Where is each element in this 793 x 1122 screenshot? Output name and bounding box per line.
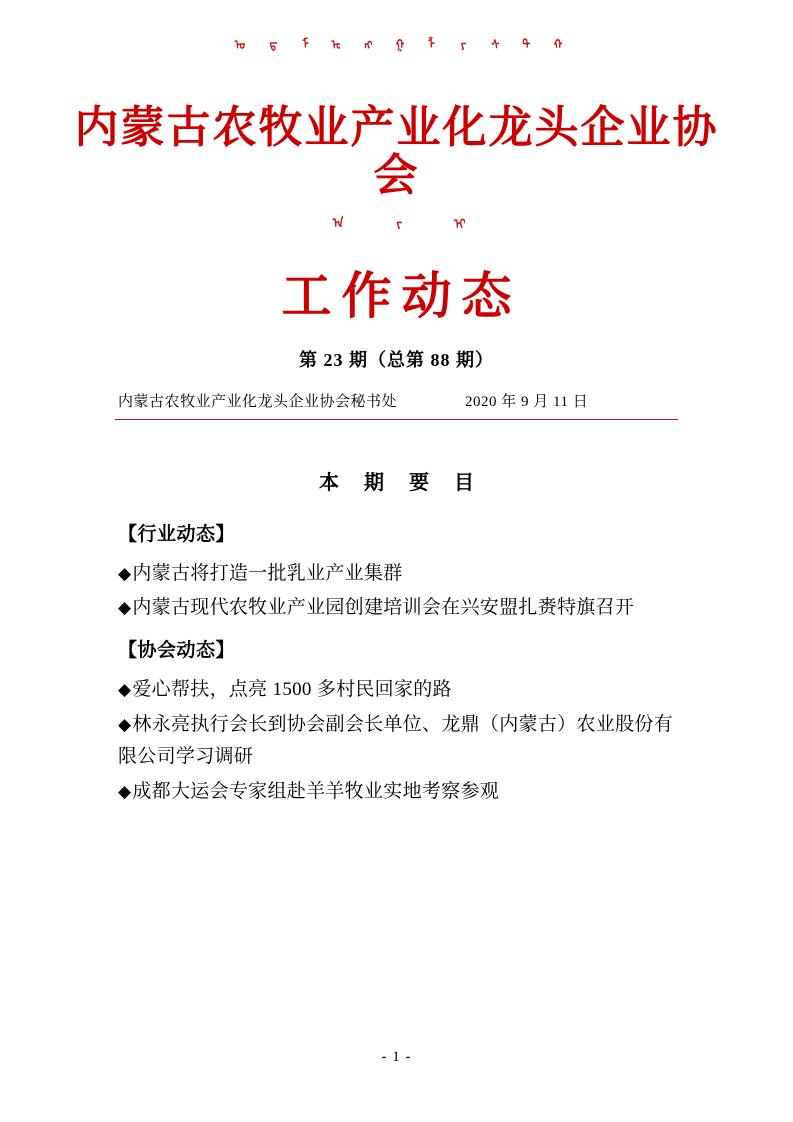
- mongolian-glyph: ᠦ: [232, 36, 245, 49]
- mongolian-glyph: ᠠ: [329, 214, 343, 229]
- list-item[interactable]: [60, 592, 733, 625]
- mongolian-glyph: ᠵ: [389, 214, 404, 229]
- mongolian-glyph: ᠢ: [450, 214, 465, 229]
- masthead: [60, 0, 733, 324]
- section-industry-news: [60, 519, 733, 625]
- issue-number: 第 23 期（总第 88 期）: [299, 349, 494, 370]
- bulletin-title: 工作动态: [281, 266, 522, 325]
- list-item[interactable]: [60, 558, 733, 591]
- diamond-bullet-icon: ◆: [118, 680, 132, 701]
- list-item-label: 内蒙古现代农牧业产业园创建培训会在兴安盟扎赉特旗召开: [132, 597, 635, 619]
- issuer-name: 内蒙古农牧业产业化龙头企业协会秘书处: [118, 393, 398, 410]
- publish-date: 2020 年 9 月 11 日: [465, 393, 589, 410]
- diamond-bullet-icon: ◆: [118, 782, 132, 803]
- header-divider: [115, 419, 678, 420]
- mongolian-glyph: ᠶ: [453, 36, 467, 49]
- list-item-label: 成都大运会专家组赴羊羊牧业实地考察参观: [132, 781, 500, 803]
- mongolian-script-title: [60, 36, 733, 98]
- mongolian-glyph: ᠲ: [516, 36, 530, 49]
- list-item[interactable]: [60, 776, 733, 809]
- contents-heading: 本 期 要 目: [319, 471, 484, 494]
- mongolian-glyph: ᠣ: [327, 36, 340, 49]
- list-item-label: 爱心帮扶，点亮 1500 多村民回家的路: [132, 679, 452, 701]
- diamond-bullet-icon: ◆: [118, 563, 132, 584]
- mongolian-glyph: ᠭ: [390, 36, 404, 49]
- diamond-bullet-icon: ◆: [118, 714, 132, 735]
- mongolian-glyph: ᠰ: [485, 36, 499, 49]
- section-association-news: [60, 635, 733, 809]
- page-number: - 1 -: [381, 1049, 412, 1065]
- list-item-label: 内蒙古将打造一批乳业产业集群: [132, 562, 403, 584]
- list-item-label: 林永亮执行会长到协会副会长单位、龙鼎（内蒙古）农业股份有限公司学习调研: [118, 713, 674, 768]
- section-title: 【行业动态】: [118, 523, 236, 545]
- mongolian-glyph: ᠩ: [358, 36, 372, 49]
- mongolian-glyph: ᠳ: [263, 36, 277, 49]
- list-item[interactable]: [60, 674, 733, 707]
- mongolian-glyph: ᠯ: [422, 36, 435, 49]
- organization-title: 内蒙古农牧业产业化龙头企业协会: [74, 102, 719, 202]
- mongolian-glyph: ᠬ: [548, 36, 562, 49]
- list-item[interactable]: [60, 709, 733, 774]
- publisher-row: [60, 390, 733, 411]
- mongolian-glyph: ᠮ: [295, 36, 309, 49]
- mongolian-script-subtitle: [60, 215, 733, 267]
- diamond-bullet-icon: ◆: [118, 598, 132, 619]
- section-title: 【协会动态】: [118, 640, 236, 662]
